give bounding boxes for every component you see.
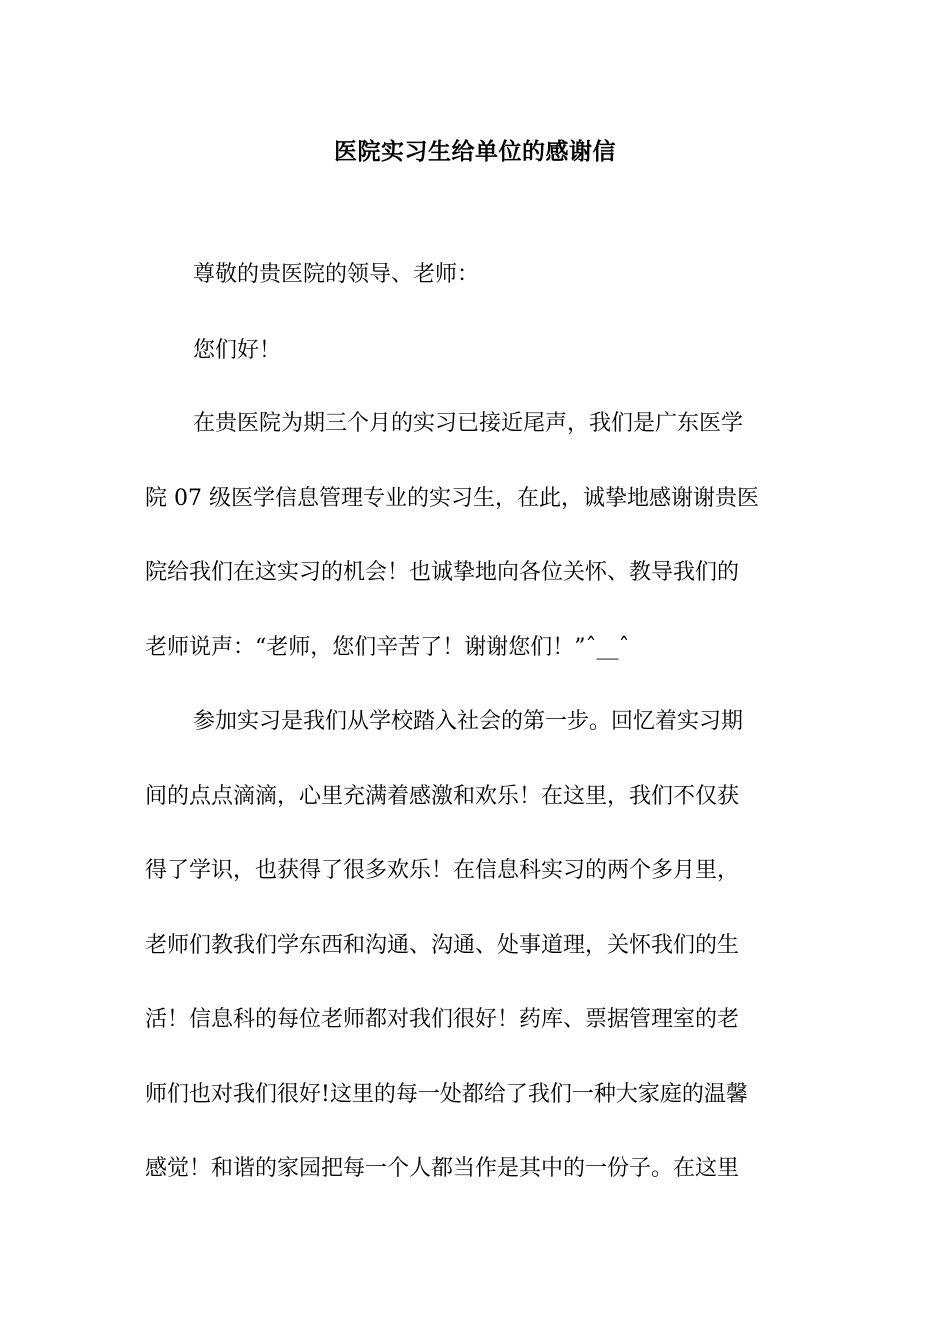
body-line: 院 07 级医学信息管理专业的实习生，在此，诚挚地感谢谢贵医 — [145, 486, 759, 511]
document-title: 医院实习生给单位的感谢信 — [334, 138, 616, 165]
body-line: 院给我们在这实习的机会！也诚挚地向各位关怀、教导我们的 — [145, 560, 740, 585]
body-line: 间的点点滴滴，心里充满着感激和欢乐！在这里，我们不仅获 — [145, 784, 740, 809]
salutation-line: 尊敬的贵医院的领导、老师： — [193, 262, 480, 287]
body-line: 老师说声：“老师，您们辛苦了！谢谢您们！”ˆ__ˆ — [145, 635, 630, 660]
body-line: 活！信息科的每位老师都对我们很好！药库、票据管理室的老 — [145, 1007, 740, 1032]
greeting-line: 您们好！ — [193, 338, 282, 363]
body-line: 得了学识，也获得了很多欢乐！在信息科实习的两个多月里， — [145, 858, 740, 883]
body-line: 感觉！和谐的家园把每一个人都当作是其中的一份子。在这里 — [145, 1156, 740, 1181]
body-line: 在贵医院为期三个月的实习已接近尾声，我们是广东医学 — [193, 411, 744, 436]
body-line: 参加实习是我们从学校踏入社会的第一步。回忆着实习期 — [193, 709, 744, 734]
body-line: 老师们教我们学东西和沟通、沟通、处事道理，关怀我们的生 — [145, 933, 740, 958]
body-line: 师们也对我们很好!这里的每一处都给了我们一种大家庭的温馨 — [145, 1082, 748, 1107]
